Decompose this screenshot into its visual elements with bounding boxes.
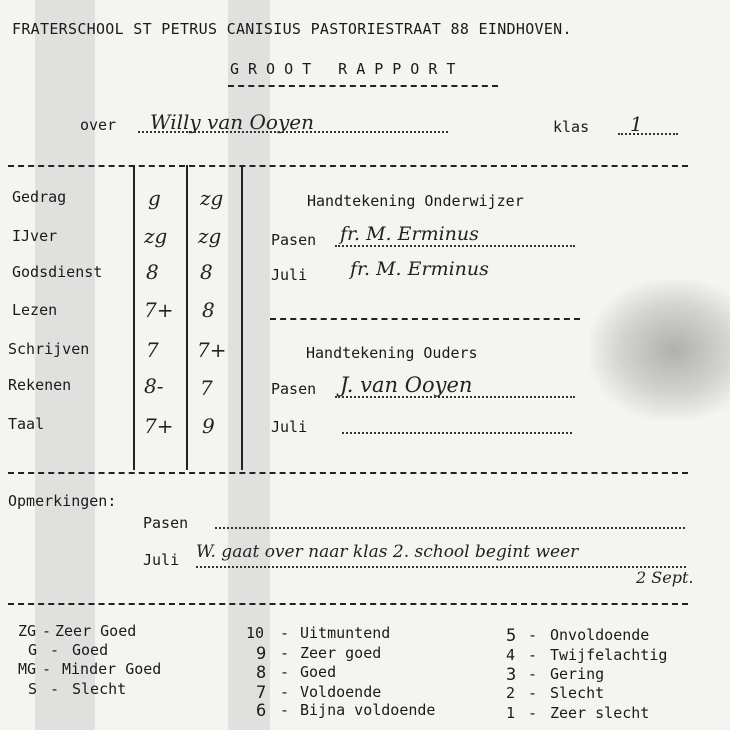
parents-juli-dots — [342, 432, 572, 434]
remarks-pasen-label: Pasen — [143, 514, 189, 532]
teacher-pasen-signature: fr. M. Erminus — [340, 223, 479, 245]
legend-meaning: Slecht — [550, 684, 605, 702]
grade-pasen: g — [148, 186, 161, 210]
legend-dash: - — [42, 660, 52, 678]
school-name: FRATERSCHOOL ST PETRUS CANISIUS PASTORIESTRAAT 88 EINDHOVEN. — [12, 20, 572, 38]
grade-juli: 8 — [200, 260, 213, 284]
legend-code: 5 — [506, 626, 517, 646]
parents-pasen-label: Pasen — [271, 380, 317, 398]
grade-col-line-2 — [186, 165, 188, 470]
legend-code: S — [28, 680, 38, 698]
scan-streak — [35, 0, 95, 730]
subject-label: Godsdienst — [12, 263, 103, 281]
subject-label: Gedrag — [12, 188, 67, 206]
legend-code: G — [28, 641, 38, 659]
legend-dash: - — [280, 624, 290, 642]
legend-code: 7 — [256, 683, 267, 703]
report-title: GROOT RAPPORT — [230, 60, 465, 78]
klas-value: 1 — [630, 112, 643, 136]
grade-pasen: zg — [144, 224, 168, 248]
subject-label: Schrijven — [8, 340, 90, 358]
legend-meaning: Onvoldoende — [550, 626, 650, 644]
legend-code: 10 — [246, 624, 265, 642]
legend-dash: - — [528, 646, 538, 664]
grade-pasen: 7+ — [144, 414, 174, 438]
grade-pasen: 7+ — [144, 298, 174, 322]
parents-pasen-signature: J. van Ooyen — [340, 373, 473, 397]
legend-code: 8 — [256, 663, 267, 683]
legend-dash: - — [528, 704, 538, 722]
legend-meaning: Goed — [300, 663, 337, 681]
legend-dash: - — [280, 683, 290, 701]
legend-meaning: Minder Goed — [62, 660, 162, 678]
klas-label: klas — [553, 118, 590, 136]
grade-pasen: 8 — [146, 260, 159, 284]
legend-meaning: Bijna voldoende — [300, 701, 436, 719]
grade-juli: 9 — [202, 414, 215, 438]
legend-code: 4 — [506, 646, 516, 664]
legend-dash: - — [280, 701, 290, 719]
grade-pasen: 8- — [144, 374, 164, 398]
subject-label: Lezen — [12, 301, 58, 319]
subject-label: Taal — [8, 415, 45, 433]
teacher-juli-label: Juli — [271, 266, 308, 284]
grade-juli: 7+ — [197, 338, 227, 362]
legend-code: 2 — [506, 684, 516, 702]
teacher-signature-heading: Handtekening Onderwijzer — [307, 192, 524, 210]
remarks-juli-dots — [196, 566, 686, 568]
remarks-juli-text-2: 2 Sept. — [636, 568, 694, 587]
legend-code: 9 — [256, 644, 267, 664]
legend-dash: - — [42, 622, 52, 640]
remarks-label: Opmerkingen: — [8, 492, 117, 510]
student-name: Willy van Ooyen — [150, 110, 314, 134]
legend-dash: - — [280, 663, 290, 681]
klas-dots — [618, 133, 678, 135]
legend-code: 6 — [256, 701, 267, 721]
legend-top-divider — [8, 603, 688, 605]
remarks-juli-label: Juli — [143, 551, 180, 569]
remarks-juli-text: W. gaat over naar klas 2. school begint weer — [196, 542, 579, 562]
legend-dash: - — [528, 665, 538, 683]
legend-dash: - — [280, 644, 290, 662]
legend-code: ZG — [18, 622, 37, 640]
legend-code: MG — [18, 660, 37, 678]
signature-divider — [270, 318, 580, 320]
over-label: over — [80, 116, 117, 134]
subject-label: Rekenen — [8, 376, 72, 394]
legend-meaning: Uitmuntend — [300, 624, 391, 642]
teacher-pasen-label: Pasen — [271, 231, 317, 249]
scan-smudge — [590, 280, 730, 420]
grade-col-line-1 — [133, 165, 135, 470]
grade-juli: 8 — [202, 298, 215, 322]
legend-meaning: Goed — [72, 641, 109, 659]
grade-juli: zg — [200, 186, 224, 210]
legend-dash: - — [528, 684, 538, 702]
legend-meaning: Slecht — [72, 680, 127, 698]
grades-bottom-divider — [8, 472, 688, 474]
legend-meaning: Zeer goed — [300, 644, 382, 662]
legend-code: 3 — [506, 665, 517, 685]
legend-dash: - — [50, 641, 60, 659]
legend-meaning: Twijfelachtig — [550, 646, 668, 664]
title-underline — [228, 85, 498, 87]
teacher-juli-signature: fr. M. Erminus — [350, 258, 489, 280]
legend-meaning: Zeer Goed — [55, 622, 137, 640]
teacher-pasen-dots — [335, 245, 575, 247]
legend-meaning: Voldoende — [300, 683, 382, 701]
legend-meaning: Zeer slecht — [550, 704, 650, 722]
grades-top-divider — [8, 165, 688, 167]
legend-dash: - — [50, 680, 60, 698]
grade-juli: zg — [198, 224, 222, 248]
subject-label: IJver — [12, 227, 58, 245]
grade-juli: 7 — [200, 376, 213, 400]
parents-juli-label: Juli — [271, 418, 308, 436]
remarks-pasen-dots — [215, 527, 685, 529]
legend-code: 1 — [506, 704, 516, 722]
name-dots — [138, 131, 448, 133]
grade-pasen: 7 — [146, 338, 159, 362]
legend-meaning: Gering — [550, 665, 605, 683]
legend-dash: - — [528, 626, 538, 644]
parents-signature-heading: Handtekening Ouders — [306, 344, 478, 362]
grade-col-line-3 — [241, 165, 243, 470]
parents-pasen-dots — [335, 396, 575, 398]
